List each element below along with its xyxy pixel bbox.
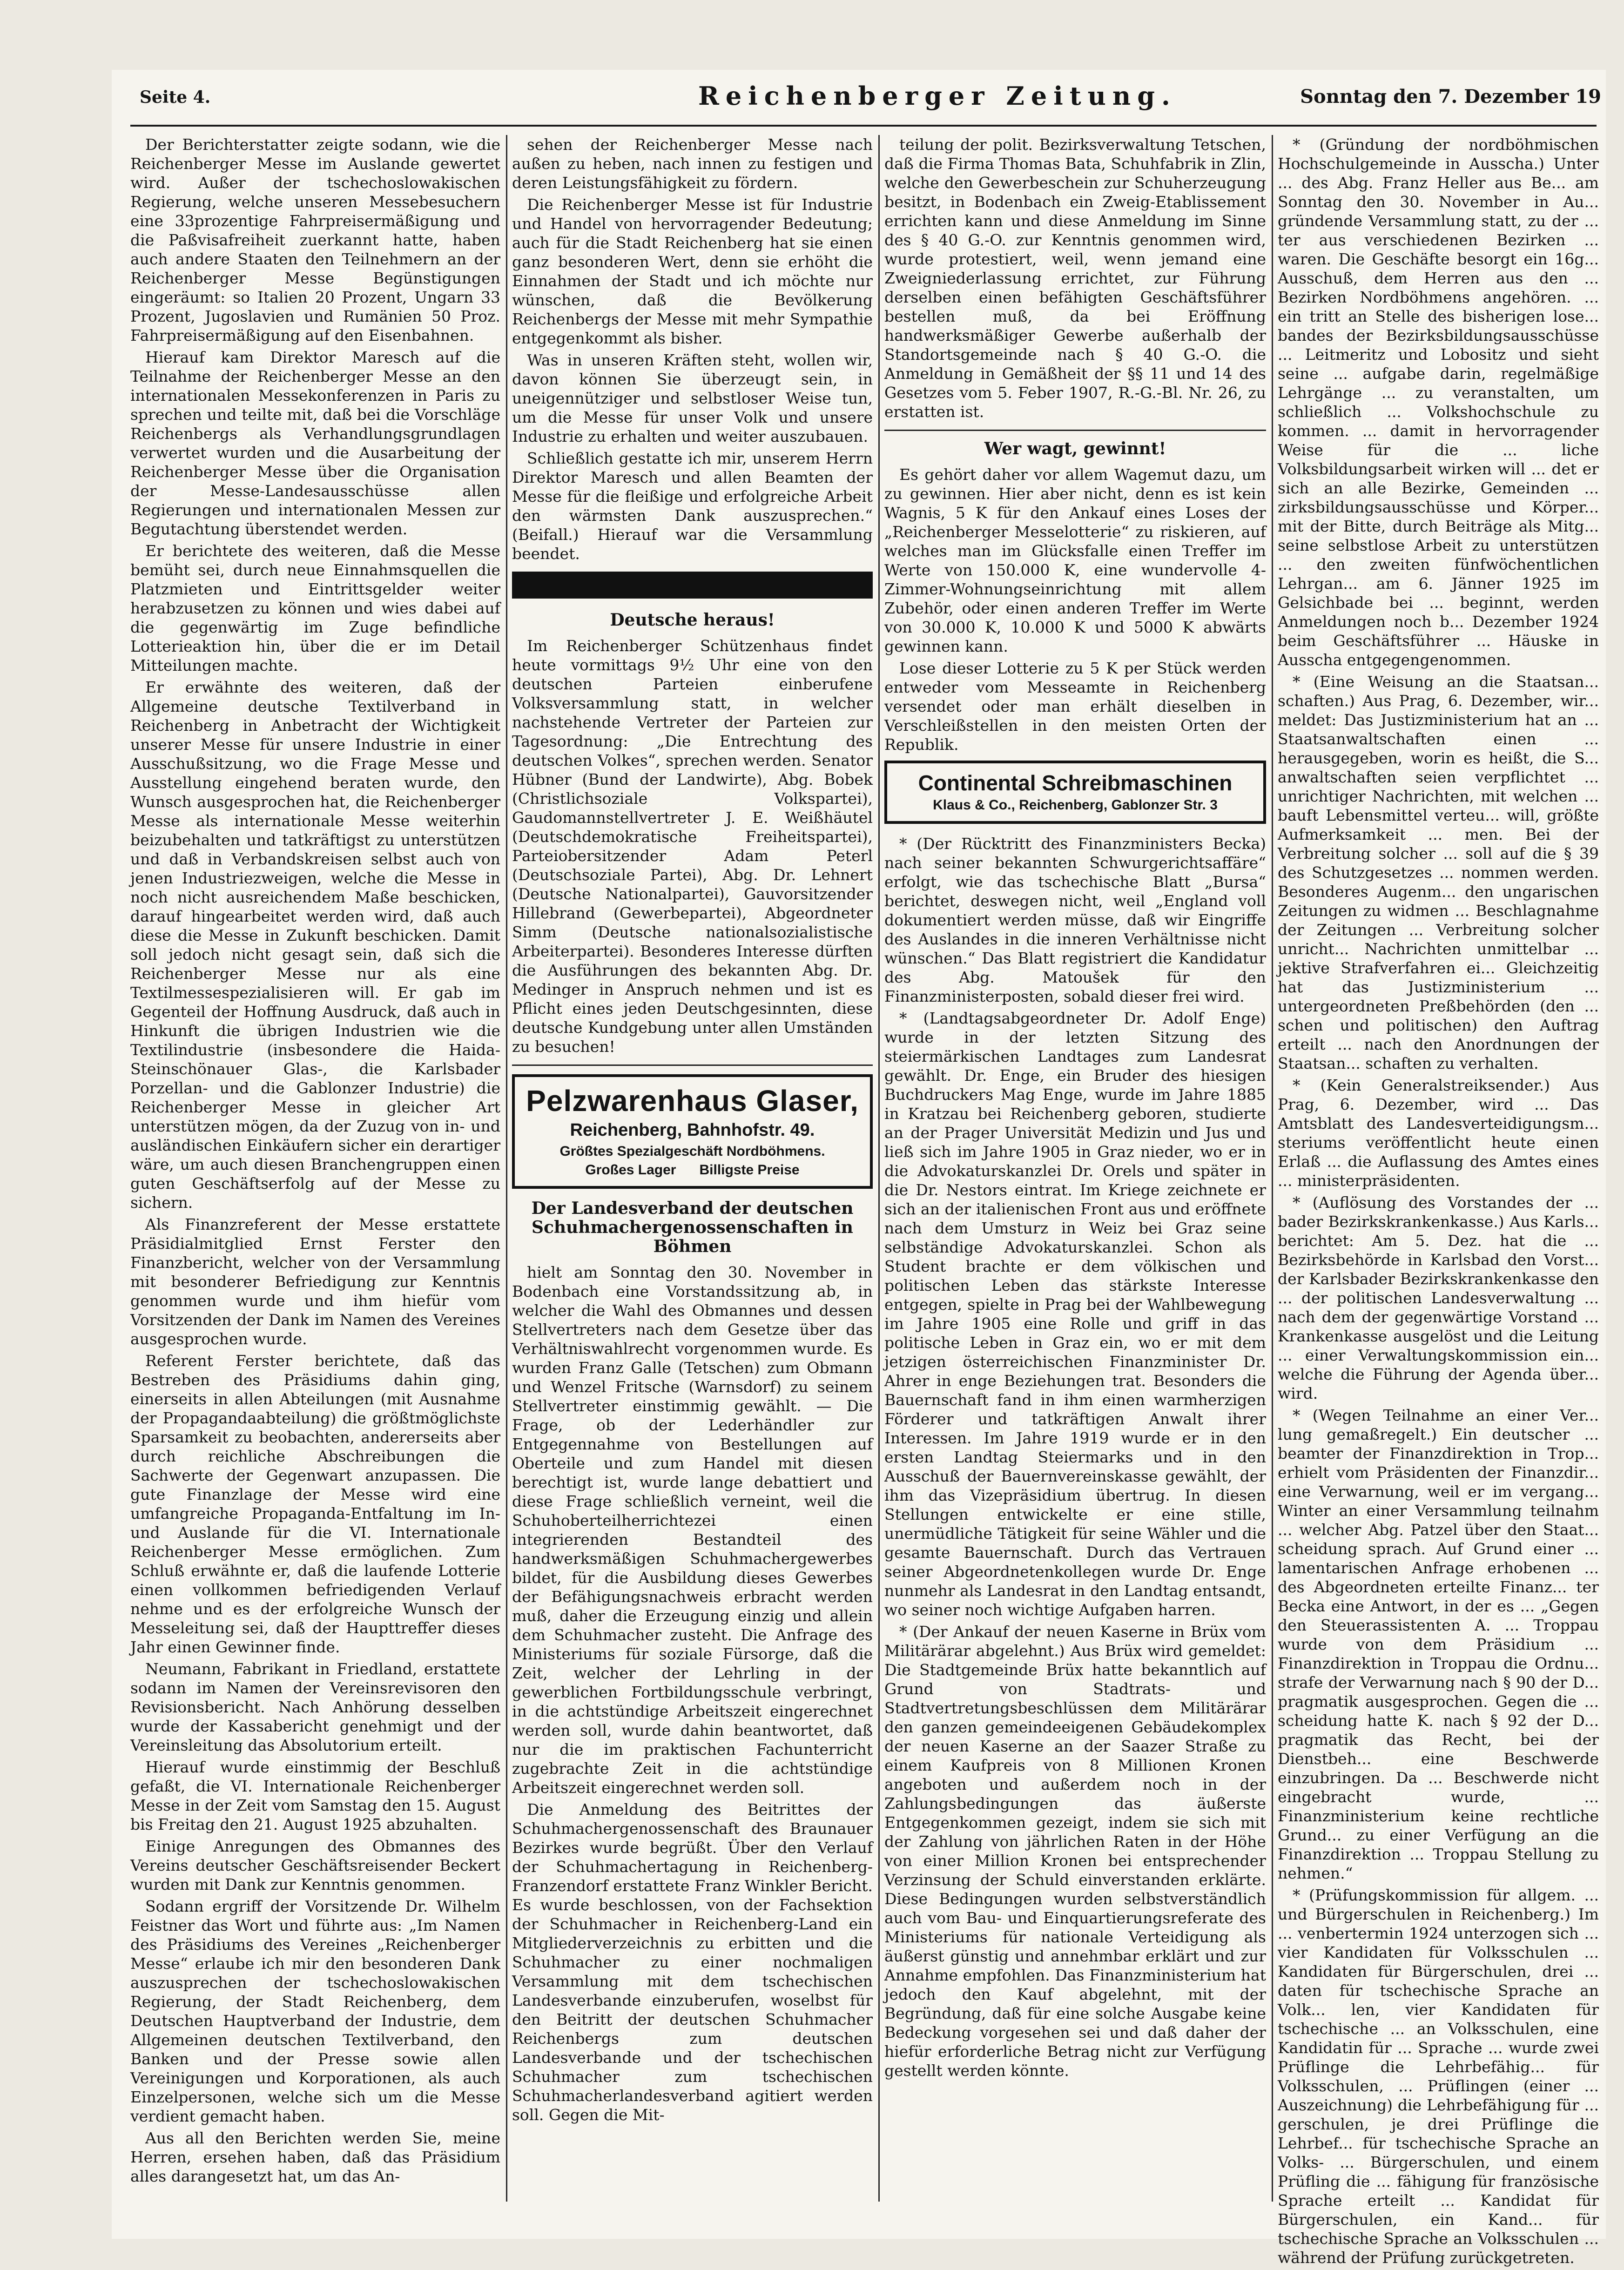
ad-title: Continental Schreibmaschinen <box>918 771 1233 795</box>
section-rule <box>512 1064 873 1066</box>
ad-title: Pelzwarenhaus Glaser, <box>526 1084 859 1118</box>
article-paragraph: * (Eine Weisung an die Staatsan... schaften.) Aus Prag, 6. Dezember, wir... meldet: Das Justizministerium hat an ... Staatsanwaltschaften einen ... herausgegeben, worin es heißt, die S... anwaltschaften seien verpflichtet ... unrichtiger Nachrichten, mit welchen ... bauft Lebensmittel verteu... will, größte Aufmerksamkeit ... men. Bei der Verbreitung solcher ... soll auf die § 39 des Schutzgesetzes ... nommen werden. Besonderes Augenm... den ungarischen Zeitungen zu widmen ... Beschlagnahme der Zeitungen ... Verbreitung solcher unricht... Nachrichten unmittelbar ... jektive Strafverfahren ei... Gleichzeitig hat das Justizministerium ... untergeordneten Preßbehörden (den ... schen und politischen) den Auftrag erteilt ... nach den Anordnungen der Staatsan... schaften zu verhalten. <box>1278 673 1599 1072</box>
article-paragraph: Was in unseren Kräften steht, wollen wir, davon können Sie überzeugt sein, in uneigennütziger und selbstloser Weise tun, um die Messe für unser Volk und unsere Industrie zu erhalten und weiter auszubauen. <box>512 351 873 445</box>
column-4 <box>1278 135 1599 2270</box>
column-3 <box>884 135 1266 2083</box>
article-paragraph: Als Finanzreferent der Messe erstattete Präsidialmitglied Ernst Ferster den Finanzbericht, welcher von der Versammlung mit besonderer Befriedigung zur Kenntnis genommen wurde und ihm hiefür vom Vorsitzenden der Dank im Namen des Vereines ausgesprochen wurde. <box>130 1215 500 1348</box>
ad-footer-right: Billigste Preise <box>699 1162 800 1178</box>
article-paragraph: Schließlich gestatte ich mir, unserem Herrn Direktor Maresch und allen Beamten der Messe für die fleißige und erfolgreiche Arbeit den wärmsten Dank auszusprechen.“ (Beifall.) Hierauf war die Versammlung beendet. <box>512 449 873 563</box>
black-separator-bar <box>512 572 873 599</box>
ad-address: Reichenberg, Bahnhofstr. 49. <box>570 1120 815 1140</box>
article-paragraph: * (Kein Generalstreiksender.) Aus Prag, 6. Dezember, wird ... Das Amtsblatt des Landesverteidigungsm... steriums veröffentlicht heute einen Erlaß ... die Auflassung des Amtes eines ... ministerpräsidenten. <box>1278 1076 1599 1190</box>
article-paragraph: Hierauf kam Direktor Maresch auf die Teilnahme der Reichenberger Messe an den internationalen Messekonferenzen in Paris zu sprechen und teilte mit, daß bei die Vorschläge Reichenbergs als Verhandlungsgrundlagen verwertet wurden und die Ausarbeitung der Reichenberger Messe über die Organisation der Messe-Landesausschüsse allen Regierungen und internationalen Messen zur Begutachtung überstendet werden. <box>130 348 500 538</box>
section-rule <box>884 430 1266 431</box>
column-divider <box>1272 135 1273 2202</box>
ad-subtitle: Größtes Spezialgeschäft Nordböhmens. <box>559 1144 825 1159</box>
article-paragraph: Er erwähnte des weiteren, daß der Allgemeine deutsche Textilverband in Reichenberg in Anbetracht der Wichtigkeit unserer Messe für unsere Industrie in einer Ausschußsitzung, wo die Frage Messe und Ausstellung eingehend beraten wurde, den Wunsch ausgesprochen hat, die Reichenberger Messe als internationale Messe weiterhin beizubehalten und tatkräftigst zu unterstützen und daß in Verbandskreisen selbst auch von jenen Industriezweigen, welche die Messe in noch nicht ausreichendem Maße beschicken, darauf hingearbeitet werden wird, daß auch diese die Messe in Zukunft beschicken. Damit soll jedoch nicht gesagt sein, daß sich die Reichenberger Messe nur als eine Textilmessespezialisieren will. Er gab im Gegenteil der Hoffnung Ausdruck, daß auch in Hinkunft die übrigen Industrien wie die Textilindustrie (insbesondere die Haida-Steinschönauer Glas-, die Karlsbader Porzellan- und die Gablonzer Industrie) die Reichenberger Messe in gleicher Art unterstützen mögen, da der Zuzug von in- und ausländischen Einkäufern sicher ein derartiger wäre, um auch diesen Branchengruppen einen guten Geschäftserfolg auf der Messe zu sichern. <box>130 678 500 1212</box>
article-paragraph: * (Wegen Teilnahme an einer Ver... lung gemaßregelt.) Ein deutscher ... beamter der Finanzdirektion in Trop... erhielt vom Präsidenten der Finanzdir... eine Verwarnung, weil er im vergang... Winter an einer Versammlung teilnahm ... welcher Abg. Patzel über den Staat... scheidung sprach. Auf Grund einer ... lamentarischen Anfrage erhobenen ... des Abgeordneten erteilte Finanz... ter Becka eine Antwort, in der es ... „Gegen den Steuerassistenten A. ... Troppau wurde von dem Präsidium ... Finanzdirektion in Troppau die Ordnu... strafe der Verwarnung nach § 90 der D... pragmatik ausgesprochen. Gegen die ... scheidung hatte K. nach § 92 der D... pragmatik das Recht, bei der Dienstbeh... eine Beschwerde einzubringen. Da ... Beschwerde nicht eingebracht wurde, ... Finanzministerium keine rechtliche Grund... zu einer Verfügung an die Finanzdirektion ... Troppau Stellung zu nehmen.“ <box>1278 1406 1599 1882</box>
article-paragraph: Einige Anregungen des Obmannes des Vereins deutscher Geschäftsreisender Beckert wurden mit Dank zur Kenntnis genommen. <box>130 1837 500 1893</box>
section-heading: Deutsche heraus! <box>610 610 775 630</box>
section-heading: Der Landesverband der deutschen Schuhmachergenossenschaften in Böhmen <box>531 1199 854 1256</box>
article-paragraph: Die Reichenberger Messe ist für Industrie und Handel von hervorragender Bedeutung; auch für die Stadt Reichenberg hat sie einen ganz besonderen Wert, denn sie erhöht die Einnahmen der Stadt und ich möchte nur wünschen, daß die Bevölkerung Reichenbergs der Messe mit mehr Sympathie entgegenkommt als bisher. <box>512 195 873 347</box>
advertisement-pelzwarenhaus <box>512 1074 873 1189</box>
article-paragraph: * (Landtagsabgeordneter Dr. Adolf Enge) wurde in der letzten Sitzung des steiermärkischen Landtages zum Landesrat gewählt. Dr. Enge, ein Bruder des hiesigen Buchdruckers Mag Enge, wurde im Jahre 1885 in Kratzau bei Reichenberg geboren, studierte an der Prager Universität Medizin und Jus und ließ sich im Jahre 1905 in Graz nieder, wo er in die Advokaturskanzlei Dr. Orels und später in die Dr. Nestors eintrat. Im Kriege zeichnete er sich an der italienischen Front aus und eröffnete nach dem Umsturz in Weiz bei Graz seine selbständige Advokaturskanzlei. Schon als Student brachte er dem völkischen und politischen Leben das stärkste Interesse entgegen, spielte in Prag bei der Wahlbewegung im Jahre 1905 eine Rolle und griff in das politische Leben in Graz ein, wo er mit dem jetzigen österreichischen Finanzminister Dr. Ahrer in enge Beziehungen trat. Besonders die Bauernschaft fand in ihm einen warmherzigen Förderer und tatkräftigen Anwalt ihrer Interessen. Im Jahre 1919 wurde er in den ersten Landtag Steiermarks und in den Ausschuß der Bauernvereinskasse gewählt, der ihm das Vizepräsidium übertrug. In diesen Stellungen entwickelte er eine stille, unermüdliche Tätigkeit für seine Wähler und die gesamte Bauernschaft. Durch das Vertrauen seiner Abgeordnetenkollegen wurde Dr. Enge nunmehr als Landesrat in den Landtag entsandt, wo seiner noch wichtige Aufgaben harren. <box>884 1009 1266 1619</box>
column-divider <box>878 135 880 2202</box>
column-1 <box>130 135 500 2189</box>
article-paragraph: * (Prüfungskommission für allgem. ... und Bürgerschulen in Reichenberg.) Im ... venbertermin 1924 unterzogen sich ... vier Kandidaten für Volksschulen ... Kandidaten für Bürgerschulen, drei ... daten für tschechische Sprache an Volk... len, vier Kandidaten für tschechische ... an Volksschulen, eine Kandidatin für ... Sprache ... wurde zwei Prüflinge die Lehrbefähig... für Volksschulen, ... Prüflingen (einer ... Auszeichnung) die Lehrbefähigung für ... gerschulen, je drei Prüflinge die Lehrbef... für tschechische Sprache an Volks- ... Bürgerschulen, und einem Prüfling die ... fähigung für französische Sprache erteilt ... Kandidat für Bürgerschulen, ein Kand... für tschechische Sprache an Volksschulen ... während der Prüfung zurückgetreten. <box>1278 1886 1599 2267</box>
newspaper-title: Reichenberger Zeitung. <box>698 81 1177 111</box>
issue-date: Sonntag den 7. Dezember 19 <box>1300 86 1601 108</box>
article-paragraph: * (Der Rücktritt des Finanzministers Becka) nach seiner bekannten Schwurgerichtsaffäre“ erfolgt, wie das tschechische Blatt „Bursa“ berichtet, deswegen nicht, weil „England voll dokumentiert werden müsse, daß wir Eingriffe des Auslandes in die inneren Verhältnisse nicht wünschen.“ Das Blatt registriert die Kandidatur des Abg. Matoušek für den Finanzministerposten, sobald dieser frei wird. <box>884 835 1266 1005</box>
article-paragraph: teilung der polit. Bezirksverwaltung Tetschen, daß die Firma Thomas Bata, Schuhfabrik in Zlin, welche den Gewerbeschein zur Schuherzeugung besitzt, in Bodenbach ein Zweig-Etablissement errichten kann und diese Anmeldung im Sinne des § 40 G.-O. zur Kenntnis genommen wird, wurde protestiert, weil, wenn jemand eine Zweigniederlassung errichtet, zur Führung derselben einen befähigten Geschäftsführer bestellen muß, da bei Eröffnung handwerksmäßiger Gewerbe außerhalb der Standortsgemeinde nach § 40 G.-O. die Anmeldung in Gemäßheit der §§ 11 und 14 des Gesetzes vom 5. Feber 1907, R.-G.-Bl. Nr. 26, zu erstatten ist. <box>884 135 1266 421</box>
article-paragraph: * (Auflösung des Vorstandes der ... bader Bezirkskrankenkasse.) Aus Karls... berichtet: Am 5. Dez. hat die ... Bezirksbehörde in Karlsbad den Vorst... der Karlsbader Bezirkskrankenkasse den ... der politischen Landesverwaltung ... nach dem der gegenwärtige Vorstand ... Krankenkasse ausgelöst und die Leitung ... einer Verwaltungskommission ein... welche die Führung der Agenda über... wird. <box>1278 1193 1599 1402</box>
article-paragraph: sehen der Reichenberger Messe nach außen zu heben, nach innen zu festigen und deren Leistungsfähigkeit zu fördern. <box>512 135 873 192</box>
article-paragraph: Neumann, Fabrikant in Friedland, erstattete sodann im Namen der Vereinsrevisoren den Revisionsbericht. Nach Anhörung desselben wurde der Kassabericht genehmigt und der Vereinsleitung das Absolutorium erteilt. <box>130 1660 500 1754</box>
article-paragraph: Aus all den Berichten werden Sie, meine Herren, ersehen haben, daß das Präsidium alles darangesetzt hat, um das An- <box>130 2129 500 2185</box>
article-paragraph: * (Der Ankauf der neuen Kaserne in Brüx vom Militärärar abgelehnt.) Aus Brüx wird gemeldet: Die Stadtgemeinde Brüx hatte bekanntlich auf Grund von Stadtrats- und Stadtvertretungsbeschlüssen dem Militärärar den ganzen gemeindeeigenen Gebäudekomplex der neuen Kaserne an der Saazer Straße zu einem Kaufpreis von 8 Millionen Kronen angeboten und außerdem noch in der Zahlungsbedingungen das äußerste Entgegenkommen gezeigt, indem sie sich mit der Zahlung von jährlichen Raten in der Höhe von einer Million Kronen bei entsprechender Verzinsung der Schuld einverstanden erklärte. Diese Bedingungen wurden selbstverständlich auch vom Bau- und Einquartierungsreferate des Ministeriums für nationale Verteidigung als äußerst günstig und annehmbar erklärt und zur Annahme empfohlen. Das Finanzministerium hat jedoch den Kauf abgelehnt, mit der Begründung, daß für eine solche Ausgabe keine Bedeckung vorgesehen sei und daß daher der hiefür erforderliche Betrag nicht zur Verfügung gestellt werden könnte. <box>884 1623 1266 2080</box>
column-2 <box>512 135 873 2127</box>
article-paragraph: Referent Ferster berichtete, daß das Bestreben des Präsidiums dahin ging, einerseits in allen Abteilungen (mit Ausnahme der Propagandaabteilung) die größtmöglichste Sparsamkeit zu beobachten, andererseits aber durch reichliche Abschreibungen die Sachwerte der Gegenwart anzupassen. Die gute Finanzlage der Messe wird eine umfangreiche Propaganda-Entfaltung im In- und Auslande für die VI. Internationale Reichenberger Messe ermöglichen. Zum Schluß erwähnte er, daß die laufende Lotterie einen vollkommen befriedigenden Verlauf nehme und es der erfolgreiche Wunsch der Messeleitung sei, daß der Haupttreffer dieses Jahr einen Gewinner finde. <box>130 1352 500 1656</box>
ad-footer-left: Großes Lager <box>585 1162 676 1178</box>
ad-subtitle: Klaus & Co., Reichenberg, Gablonzer Str. 3 <box>933 797 1218 813</box>
article-paragraph: Er berichtete des weiteren, daß die Messe bemüht sei, durch neue Einnahmsquellen die Platzmieten und Eintrittsgelder weiter herabzusetzen zu können und wies dabei auf die gegenwärtig im Zuge befindliche Lotterieaktion hin, über die er im Detail Mitteilungen machte. <box>130 542 500 674</box>
article-paragraph: * (Gründung der nordböhmischen Hochschulgemeinde in Ausscha.) Unter ... des Abg. Franz Heller aus Be... am Sonntag den 30. November in Au... gründende Versammlung statt, zu der ... ter aus verschiedenen Bezirken ... waren. Die Geschäfte besorgt ein 16g... Ausschuß, dem Herren aus den ... Bezirken Nordböhmens angehören. ... ein tritt an Stelle des bisherigen lose... bandes der Bezirksbildungsausschüsse ... Leitmeritz und Lobositz und sieht seine ... aufgabe darin, regelmäßige Lehrgänge ... zu veranstalten, um schließlich ... Volkshochschule zu kommen. ... damit in hervorragender Weise für die ... liche Volksbildungsarbeit wirken will ... det er sich an alle Bezirke, Gemeinden ... zirksbildungsausschüsse und Körper... mit der Bitte, durch Beiträge als Mitg... seine selbstlose Arbeit zu unterstützen ... den zweiten fünfwöchentlichen Lehrgan... am 6. Jänner 1925 im Gelsichbade bei ... beginnt, werden Anmeldungen noch b... Dezember 1924 beim Geschäftsführer ... Häuske in Ausscha entgegengenommen. <box>1278 135 1599 669</box>
article-paragraph: Der Berichterstatter zeigte sodann, wie die Reichenberger Messe im Auslande gewertet wird. Außer der tschechoslowakischen Regierung, welche unseren Messebesuchern eine 33prozentige Fahrpreisermäßigung und die Paßvisafreiheit zuerkannt hatte, haben auch andere Staaten den Teilnehmern an der Reichenberger Messe Begünstigungen eingeräumt: so Italien 20 Prozent, Ungarn 33 Prozent, Jugoslavien und Rumänien 50 Proz. Fahrpreisermäßigung auf den Eisenbahnen. <box>130 135 500 344</box>
advertisement-continental <box>884 761 1266 824</box>
article-paragraph: Es gehört daher vor allem Wagemut dazu, um zu gewinnen. Hier aber nicht, denn es ist kein Wagnis, 5 K für den Ankauf eines Loses der „Reichenberger Messelotterie“ zu riskieren, auf welches man im Glücksfalle einen Treffer im Werte von 150.000 K, eine wundervolle 4-Zimmer-Wohnungseinrichtung mit allem Zubehör, oder einen anderen Treffer im Werte von 30.000 K, 10.000 K und 5000 K abwärts gewinnen kann. <box>884 465 1266 655</box>
article-paragraph: Die Anmeldung des Beitrittes der Schuhmachergenossenschaft des Braunauer Bezirkes wurde begrüßt. Über den Verlauf der Schuhmachertagung in Reichenberg-Franzendorf erstattete Franz Winkler Bericht. Es wurde beschlossen, von der Fachsektion der Schuhmacher in Reichenberg-Land ein Mitgliederverzeichnis zu erbitten und die Schuhmacher zu einer nochmaligen Versammlung mit dem tschechischen Landesverbande einzuberufen, woselbst für den Beitritt der deutschen Schuhmacher Reichenbergs zum deutschen Landesverbande und der tschechischen Schuhmacher zum tschechischen Schuhmacherlandesverband agitiert werden soll. Gegen die Mit- <box>512 1800 873 2124</box>
article-paragraph: Lose dieser Lotterie zu 5 K per Stück werden entweder vom Messeamte in Reichenberg versendet oder man erhält dieselben in Verschleißstellen in den meisten Orten der Republik. <box>884 659 1266 754</box>
article-paragraph: hielt am Sonntag den 30. November in Bodenbach eine Vorstandssitzung ab, in welcher die Wahl des Obmannes und dessen Stellvertreters nach dem Gesetze über das Verhältniswahlrecht vorgenommen wurde. Es wurden Franz Galle (Tetschen) zum Obmann und Wenzel Fritsche (Warnsdorf) zu seinem Stellvertreter einstimmig gewählt. — Die Frage, ob der Lederhändler zur Entgegennahme von Bestellungen auf Oberteile und zum Handel mit diesen berechtigt ist, wurde lange debattiert und diese Frage schließlich verneint, weil die Schuhoberteilherrichtezei einen integrierenden Bestandteil des handwerksmäßigen Schuhmachergewerbes bildet, für die Ausbildung dieses Gewerbes der Befähigungsnachweis erbracht werden muß, daher die Erzeugung einzig und allein dem Schuhmacher zusteht. Die Anfrage des Ministeriums für soziale Fürsorge, daß die Zeit, welcher der Lehrling in der gewerblichen Fortbildungsschule verbringt, in die achtstündige Arbeitszeit eingerechnet werden soll, wurde dahin beantwortet, daß nur die im praktischen Fachunterricht zugebrachte Zeit in die achtstündige Arbeitszeit eingerechnet werden soll. <box>512 1263 873 1797</box>
article-paragraph: Sodann ergriff der Vorsitzende Dr. Wilhelm Feistner das Wort und führte aus: „Im Namen des Präsidiums des Vereines „Reichenberger Messe“ erlaube ich mir den besonderen Dank auszusprechen der tschechoslowakischen Regierung, der Stadt Reichenberg, dem Deutschen Hauptverband der Industrie, dem Allgemeinen deutschen Textilverband, den Banken und der Presse sowie allen Vereinigungen und Korporationen, als auch Einzelpersonen, welche sich um die Messe verdient gemacht haben. <box>130 1897 500 2125</box>
ad-footer <box>523 1161 862 1179</box>
article-paragraph: Hierauf wurde einstimmig der Beschluß gefaßt, die VI. Internationale Reichenberger Messe in der Zeit vom Samstag den 15. August bis Freitag den 21. August 1925 abzuhalten. <box>130 1758 500 1833</box>
header-rule <box>130 125 1597 127</box>
article-paragraph: Im Reichenberger Schützenhaus findet heute vormittags 9½ Uhr eine von den deutschen Parteien einberufene Volksversammlung statt, in welcher nachstehende Vertreter der Parteien zur Tagesordnung: „Die Entrechtung des deutschen Volkes“, sprechen werden. Senator Hübner (Bund der Landwirte), Abg. Bobek (Christlichsoziale Volkspartei), Gaudomannstellvertreter J. E. Weißhäutel (Deutschdemokratische Freiheitspartei), Parteiobersitzender Adam Peterl (Deutschsoziale Partei), Abg. Dr. Lehnert (Deutsche Nationalpartei), Gauvorsitzender Hillebrand (Gewerbepartei), Abgeordneter Simm (Deutsche nationalsozialistische Arbeiterpartei). Besonderes Interesse dürften die Ausführungen des bekannten Abg. Dr. Medinger in Anspruch nehmen und ist es Pflicht eines jeden Deutschgesinnten, diese deutsche Kundgebung unter allen Umständen zu besuchen! <box>512 637 873 1056</box>
section-heading: Wer wagt, gewinnt! <box>984 439 1166 458</box>
newspaper-page <box>112 70 1606 2267</box>
column-divider <box>506 135 507 2202</box>
page-header <box>140 79 1601 121</box>
page-number: Seite 4. <box>140 88 211 107</box>
